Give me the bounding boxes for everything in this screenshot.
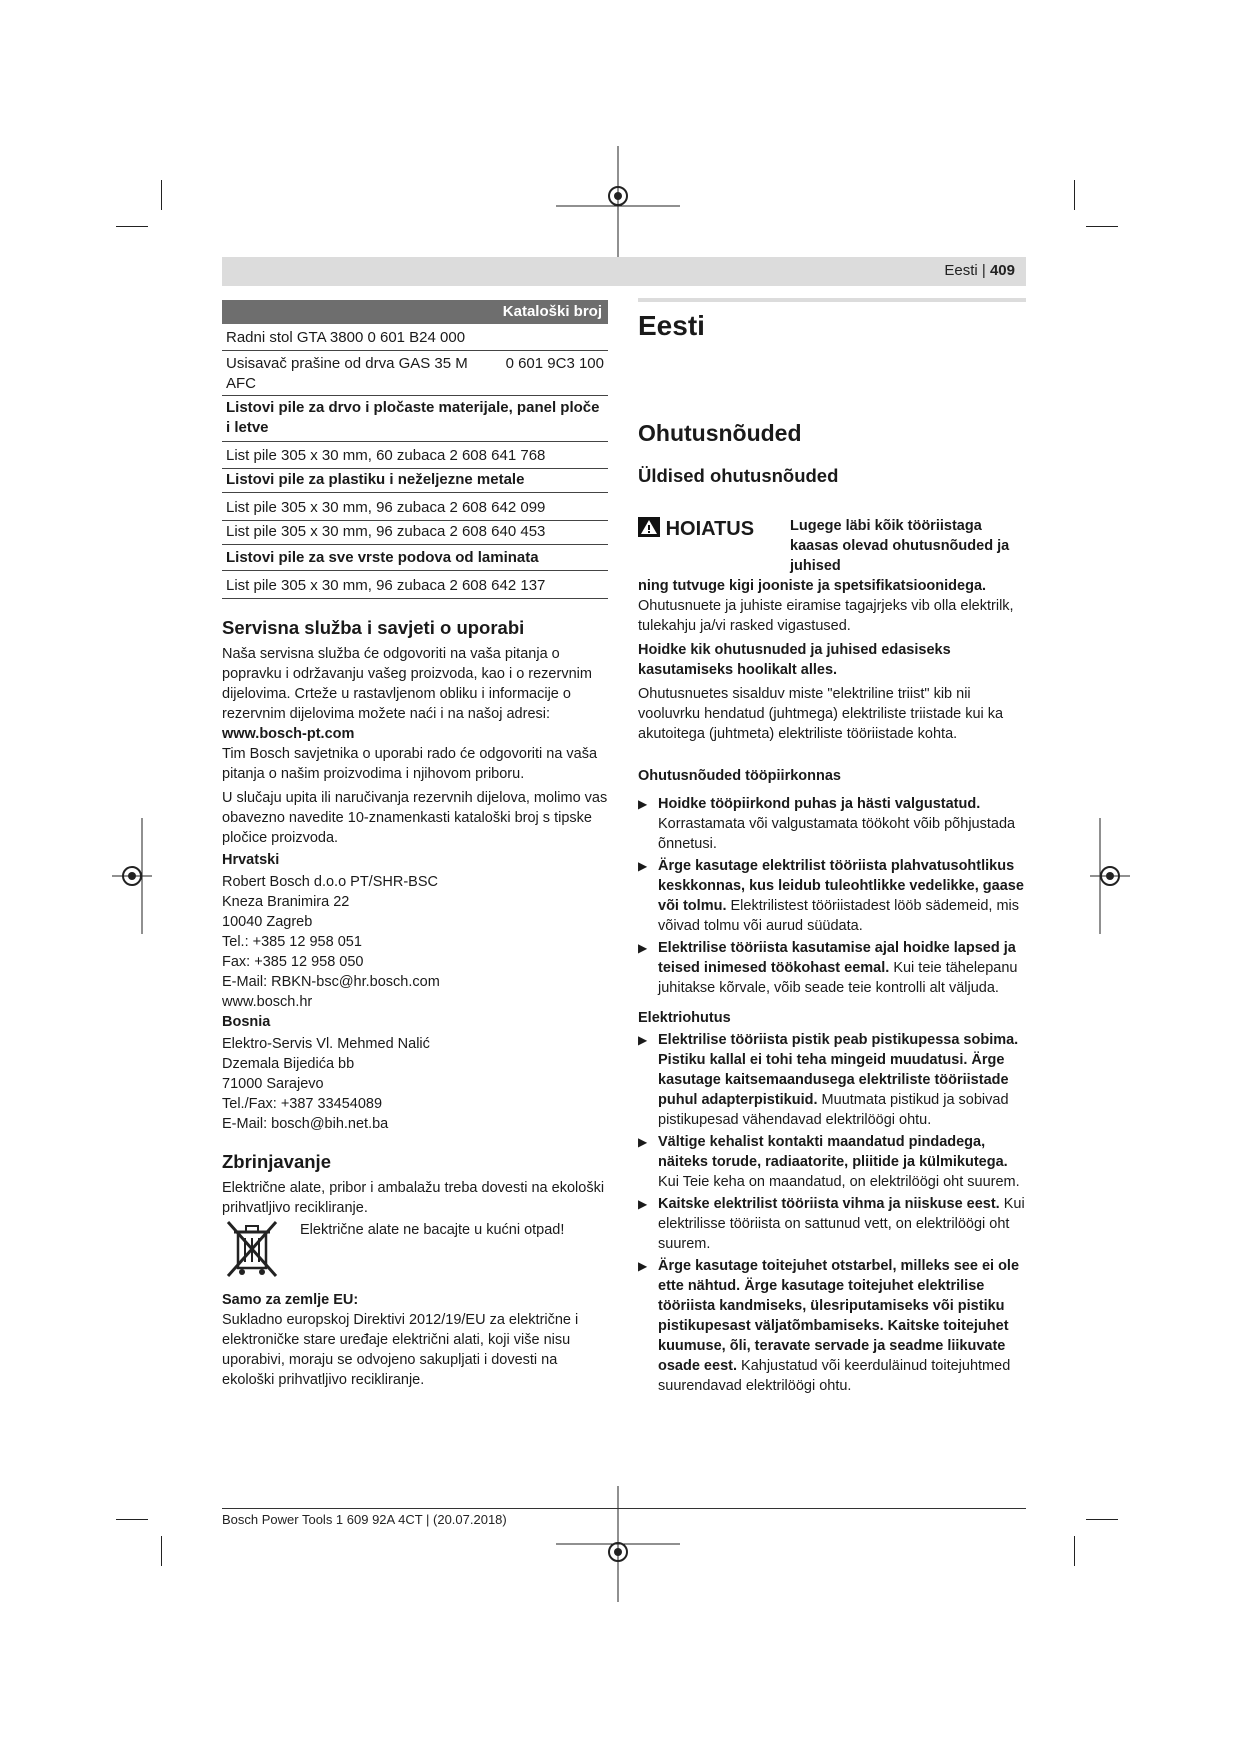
- table-row: Listovi pile za sve vrste podova od laminata: [222, 546, 608, 571]
- service-url[interactable]: www.bosch-pt.com: [222, 726, 355, 742]
- warning-bold: Lugege läbi kõik tööriistaga kaasas olevad ohutusnõuded ja juhised: [790, 518, 1010, 574]
- page-number: 409: [989, 262, 1015, 279]
- registration-mark-right: [1090, 818, 1130, 934]
- list-item: ▶ Elektrilise tööriista kasutamise ajal hoidke lapsed ja teised inimesed töökohast eemal. Kui teie tähelepanu juhitakse kõrvale, võib seade teie kontrolli alt väljuda.: [638, 938, 1026, 998]
- paragraph: U slučaju upita ili naručivanja rezervnih dijelova, molimo vas obavezno navedite 10-znamenkasti kataloški broj s tipske pločice proizvoda.: [222, 790, 608, 846]
- subheading: Ohutusnõuded tööpiirkonnas: [638, 768, 841, 784]
- warning-label: HOIATUS: [665, 518, 755, 540]
- subsection-title: Üldised ohutusnõuded: [638, 465, 839, 486]
- crop-mark: [116, 226, 148, 227]
- address-block: Elektro-Servis Vl. Mehmed Nalić Dzemala Bijedića bb 71000 Sarajevo Tel./Fax: +387 33454089 E-Mail: bosch@bih.net.ba: [222, 1036, 430, 1132]
- list-item: ▶ Elektrilise tööriista pistik peab pistikupessa sobima. Pistiku kallal ei tohi teha mingeid muudatusi. Ärge kasutage kaitsemaandusega elektriliste tööriistade puhul adapterpistikuid. Muutmata pistikud ja sobivad pistikupesad vähendavad elektrilöögi ohtu.: [638, 1030, 1026, 1130]
- section-title: Ohutusnõuded: [638, 420, 802, 446]
- table-row: Radni stol GTA 3800 0 601 B24 000: [222, 326, 608, 351]
- work-list: [638, 794, 1026, 998]
- paragraph: Naša servisna služba će odgovoriti na vaša pitanja o popravku i održavanju vašeg proizvoda, kao i o rezervnim dijelovima. Crteže u rastavljenom obliku i informacije o rezervnim dijelovima možete naći i na našoj adresi:: [222, 646, 592, 722]
- country-title: Hrvatski: [222, 852, 280, 868]
- table-row: List pile 305 x 30 mm, 96 zubaca 2 608 640 453: [222, 520, 608, 545]
- address-block: Robert Bosch d.o.o PT/SHR-BSC Kneza Branimira 22 10040 Zagreb Tel.: +385 12 958 051 Fax: +385 12 958 050 E-Mail: RBKN-bsc@hr.bosch.com www.bosch.hr: [222, 874, 440, 1010]
- warning-block: [638, 516, 1026, 1396]
- registration-mark-left: [112, 818, 152, 934]
- crop-mark: [1086, 1519, 1118, 1520]
- crop-mark: [161, 180, 162, 210]
- section-title: Zbrinjavanje: [222, 1151, 331, 1172]
- warning-bold: ning tutvuge kigi jooniste ja spetsifikatsioonidega.: [638, 578, 987, 594]
- elec-list: [638, 1030, 1026, 1396]
- warning-label-wrap: [638, 516, 754, 542]
- eu-title: Samo za zemlje EU:: [222, 1292, 359, 1308]
- crossed-bin-icon: [224, 1220, 280, 1278]
- paragraph: Tim Bosch savjetnika o uporabi rado će odgovoriti na vaša pitanja o našim proizvodima i njihovom priboru.: [222, 746, 598, 782]
- crop-mark: [1074, 180, 1075, 210]
- header-language: Eesti: [944, 262, 978, 279]
- table-row: Listovi pile za plastiku i neželjezne metale: [222, 468, 608, 493]
- table-row: List pile 305 x 30 mm, 60 zubaca 2 608 641 768: [222, 444, 608, 469]
- registration-mark-bottom: [556, 1486, 680, 1602]
- paragraph: Električne alate, pribor i ambalažu treba dovesti na ekološki prihvatljivo recikliranje.: [222, 1180, 605, 1216]
- list-item: ▶ Hoidke tööpiirkond puhas ja hästi valgustatud. Korrastamata või valgustamata töökoht võib põhjustada õnnetusi.: [638, 794, 1026, 854]
- page-header: Eesti | 409: [944, 262, 1015, 279]
- page-header-bar: [222, 257, 1026, 286]
- footer-rule: [222, 1508, 1026, 1509]
- language-title: Eesti: [638, 310, 705, 341]
- paragraph: Sukladno europskoj Direktivi 2012/19/EU za električne i elektroničke stare uređaje električni alati, koji više nisu uporabivi, moraju se odvojeno sakupljati i dovesti na ekološki prihvatljivo recikliranje.: [222, 1312, 579, 1388]
- paragraph: Hoidke kik ohutusnuded ja juhised edasiseks kasutamiseks hoolikalt alles.: [638, 642, 951, 678]
- crop-mark: [1086, 226, 1118, 227]
- service-section: [222, 618, 608, 1390]
- table-row: Listovi pile za drvo i pločaste materijale, panel ploče i letve: [222, 396, 608, 442]
- paragraph: Ohutusnuetes sisalduv miste "elektriline triist" kib nii vooluvrku hendatud (juhtmega) elektriliste triistade kui ka akutoitega (juhtmeta) elektriliste tööriistade kohta.: [638, 686, 1004, 742]
- registration-mark-top: [556, 146, 680, 262]
- column-rule: [638, 298, 1026, 302]
- table-row: Usisavač prašine od drva GAS 35 M AFC 0 601 9C3 100: [222, 352, 608, 396]
- weee-note: Električne alate ne bacajte u kućni otpad!: [300, 1222, 565, 1238]
- table-header: Kataloški broj: [222, 300, 608, 324]
- list-item: ▶ Vältige kehalist kontakti maandatud pindadega, näiteks torude, radiaatorite, pliitide ja külmikutega. Kui Teie keha on maandatud, on elektrilöögi oht suurem.: [638, 1132, 1026, 1192]
- crop-mark: [1074, 1536, 1075, 1566]
- section-title: Servisna služba i savjeti o uporabi: [222, 617, 525, 638]
- table-row: List pile 305 x 30 mm, 96 zubaca 2 608 642 099: [222, 496, 608, 521]
- list-item: ▶ Kaitske elektrilist tööriista vihma ja niiskuse eest. Kui elektrilisse tööriista on sattunud vett, on elektrilöögi oht suurem.: [638, 1194, 1026, 1254]
- warning-icon: [638, 517, 660, 537]
- crop-mark: [116, 1519, 148, 1520]
- subheading: Elektriohutus: [638, 1010, 731, 1026]
- country-title: Bosnia: [222, 1014, 271, 1030]
- crop-mark: [161, 1536, 162, 1566]
- weee-block: [222, 1218, 608, 1282]
- page-footer: Bosch Power Tools 1 609 92A 4CT | (20.07.2018): [222, 1512, 507, 1527]
- table-row: List pile 305 x 30 mm, 96 zubaca 2 608 642 137: [222, 574, 608, 599]
- list-item: ▶ Ärge kasutage toitejuhet otstarbel, milleks see ei ole ette nähtud. Ärge kasutage toitejuhet elektrilise tööriista kandmiseks, ülesriputamiseks või pistiku pistikupesast väljatõmbamiseks. Kaitske toitejuhet kuumuse, õli, teravate servade ja seadme liikuvate osade eest. Kahjustatud või keerduläinud toitejuhtmed suurendavad elektrilöögi ohtu.: [638, 1256, 1026, 1396]
- list-item: ▶ Ärge kasutage elektrilist tööriista plahvatusohtlikus keskkonnas, kus leidub tuleohtlikke vedelikke, gaase või tolmu. Elektrilistest tööriistadest lööb sädemeid, mis võivad tolmu või aurud süüdata.: [638, 856, 1026, 936]
- paragraph: Ohutusnuete ja juhiste eiramise tagajrjeks vib olla elektrilk, tulekahju ja/vi rasked vigastused.: [638, 598, 1014, 634]
